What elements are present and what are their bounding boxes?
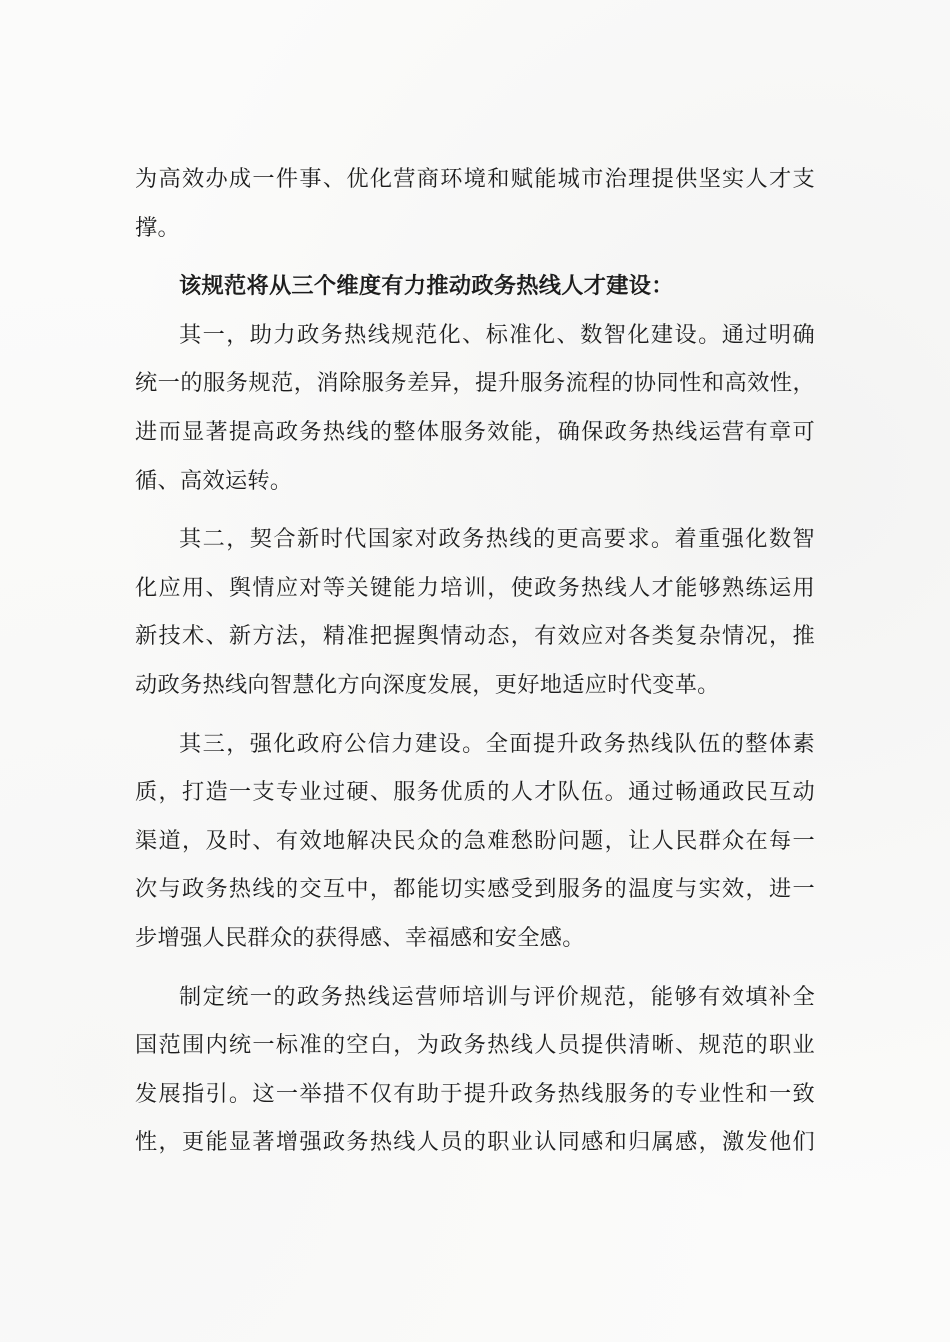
text-line: 发展指引。这一举措不仅有助于提升政务热线服务的专业性和一致 <box>135 1080 815 1107</box>
paragraph-point-one <box>135 311 815 505</box>
text-line: 统一的服务规范，消除服务差异，提升服务流程的协同性和高效性， <box>135 370 815 397</box>
text-line: 次与政务热线的交互中，都能切实感受到服务的温度与实效，进一 <box>135 876 815 903</box>
text-line: 其一，助力政务热线规范化、标准化、数智化建设。通过明确 <box>179 321 815 348</box>
text-line: 其三，强化政府公信力建设。全面提升政务热线队伍的整体素 <box>179 730 815 757</box>
text-line: 化应用、舆情应对等关键能力培训，使政务热线人才能够熟练运用 <box>135 574 815 601</box>
text-line: 进而显著提高政务热线的整体服务效能，确保政务热线运营有章可 <box>135 418 815 445</box>
text-line: 步增强人民群众的获得感、幸福感和安全感。 <box>135 924 585 951</box>
paragraph-conclusion <box>135 973 815 1167</box>
paragraph-point-three <box>135 720 815 963</box>
text-line: 其二，契合新时代国家对政务热线的更高要求。着重强化数智 <box>179 526 815 553</box>
text-line: 性，更能显著增强政务热线人员的职业认同感和归属感，激发他们 <box>135 1129 815 1156</box>
text-line: 国范围内统一标准的空白，为政务热线人员提供清晰、规范的职业 <box>135 1032 815 1059</box>
text-line: 为高效办成一件事、优化营商环境和赋能城市治理提供坚实人才支 <box>135 166 815 192</box>
text-line: 动政务热线向智慧化方向深度发展，更好地适应时代变革。 <box>135 671 720 698</box>
text-line: 撑。 <box>135 214 180 241</box>
body-text <box>135 155 815 1167</box>
paragraph-intro <box>135 262 815 311</box>
text-line: 循、高效运转。 <box>135 467 293 494</box>
text-line: 该规范将从三个维度有力推动政务热线人才建设： <box>179 273 674 300</box>
paragraph-continuation <box>135 155 815 252</box>
text-line: 质，打造一支专业过硬、服务优质的人才队伍。通过畅通政民互动 <box>135 779 815 806</box>
text-line: 新技术、新方法，精准把握舆情动态，有效应对各类复杂情况，推 <box>135 623 815 650</box>
text-line: 制定统一的政务热线运营师培训与评价规范，能够有效填补全 <box>179 983 815 1010</box>
paragraph-point-two <box>135 515 815 709</box>
text-line: 渠道，及时、有效地解决民众的急难愁盼问题，让人民群众在每一 <box>135 827 815 854</box>
